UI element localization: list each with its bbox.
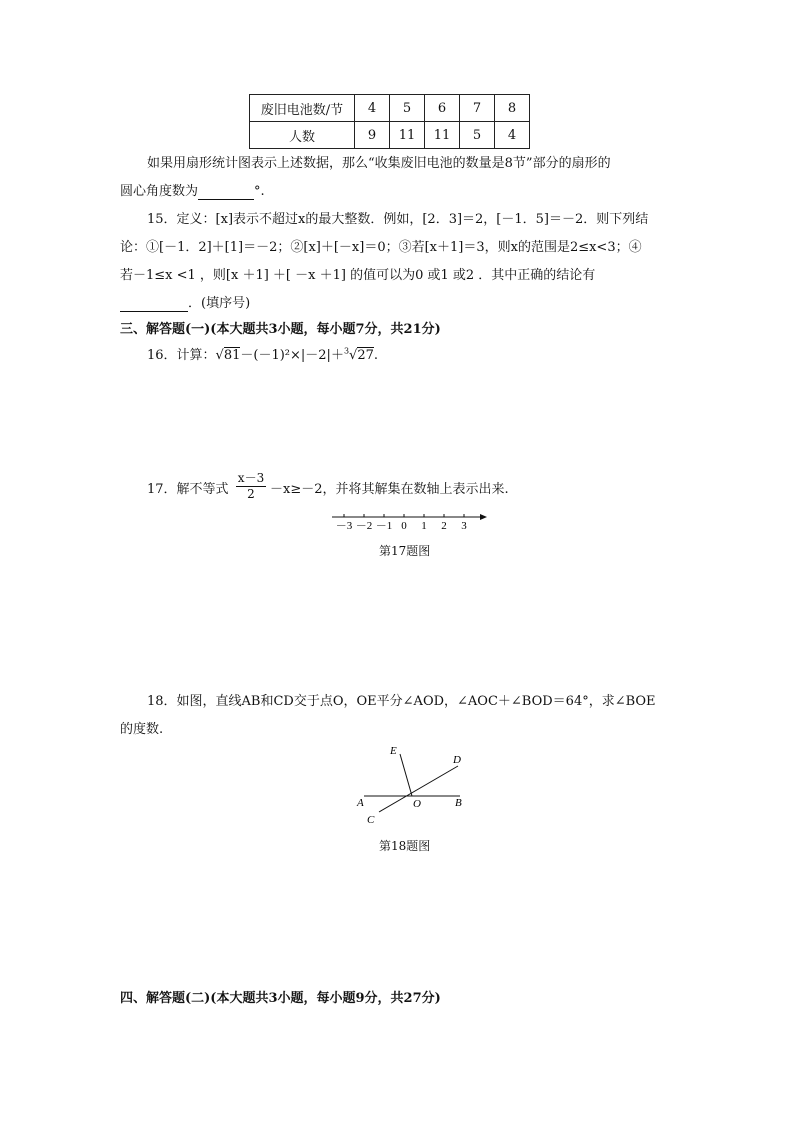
- ray-oe: [400, 754, 412, 796]
- q18-line1: 18．如图，直线AB和CD交于点O，OE平分∠AOD，∠AOC＋∠BOD＝64°，求∠BOE: [147, 694, 656, 709]
- number-line-tick-label: －3: [335, 520, 353, 532]
- answer-blank[interactable]: [120, 296, 188, 312]
- label-a: A: [357, 797, 364, 809]
- q15-line1: 15．定义：[x]表示不超过x的最大整数．例如，[2．3]＝2，[－1．5]＝－2．则下列结: [147, 212, 649, 227]
- q17-caption: 第17题图: [379, 544, 431, 558]
- sqrt-sign: √: [349, 348, 358, 363]
- label-b: B: [455, 797, 462, 809]
- number-line-tick-label: 3: [461, 520, 467, 532]
- section3-heading: 三、解答题(一)(本大题共3小题，每小题7分，共21分): [120, 322, 441, 337]
- q16-middle: －(－1)²×|－2|＋: [240, 348, 344, 363]
- table-header-cell: 废旧电池数/节: [250, 95, 355, 122]
- label-d: D: [453, 754, 461, 766]
- q15-line4: [120, 292, 250, 312]
- q15-line2: 论：①[－1．2]＋[1]＝－2；②[x]＋[－x]＝0；③若[x＋1]＝3，则x的范围是2≤x<3；④: [120, 240, 642, 255]
- table-row: [250, 95, 530, 122]
- battery-table: [249, 94, 530, 149]
- table-cell: 7: [460, 95, 495, 122]
- table-cell: 11: [425, 122, 460, 149]
- q17-rest: －x≥－2，并将其解集在数轴上表示出来.: [270, 482, 509, 497]
- table-row: [250, 122, 530, 149]
- label-c: C: [367, 814, 375, 826]
- q16-expression: [147, 344, 378, 363]
- number-line: [330, 506, 490, 532]
- number-line-tick-label: 0: [401, 520, 407, 532]
- number-line-arrow-icon: [480, 514, 487, 520]
- table-cell: 8: [495, 95, 530, 122]
- number-line-tick-label: 2: [441, 520, 447, 532]
- label-o: O: [413, 798, 421, 810]
- table-cell: 5: [460, 122, 495, 149]
- q14-line2-suffix: °.: [254, 184, 265, 199]
- q18-caption: 第18题图: [379, 839, 431, 853]
- table-header-cell: 人数: [250, 122, 355, 149]
- q16-prefix: 16．计算：: [147, 348, 216, 363]
- q14-line2-prefix: 圆心角度数为: [120, 184, 199, 199]
- section4-heading: 四、解答题(二)(本大题共3小题，每小题9分，共27分): [120, 991, 441, 1006]
- q14-line2: [120, 180, 265, 200]
- table-cell: 4: [355, 95, 390, 122]
- q17-denominator: 2: [247, 487, 255, 501]
- table-cell: 4: [495, 122, 530, 149]
- q16-end: .: [373, 348, 379, 363]
- table-cell: 11: [390, 122, 425, 149]
- answer-blank[interactable]: [198, 184, 254, 200]
- q17-prefix: 17．解不等式: [147, 482, 229, 497]
- label-e: E: [390, 745, 397, 757]
- q17-numerator: x－3: [237, 471, 265, 485]
- q16-radicand-27: 27: [357, 348, 374, 363]
- q15-line4-suffix: ．(填序号): [188, 296, 251, 311]
- q16-cbrt-index: 3: [343, 346, 350, 356]
- sqrt-sign: √: [215, 348, 224, 363]
- q14-line1: 如果用扇形统计图表示上述数据，那么“收集废旧电池的数量是8节”部分的扇形的: [147, 156, 611, 171]
- q15-line3: 若－1≤x <1 ，则[x ＋1] ＋[ －x ＋1] 的值可以为0 或1 或2 ．其中正确的结论有: [120, 268, 596, 283]
- number-line-tick-label: －1: [375, 520, 393, 532]
- number-line-tick-label: 1: [421, 520, 427, 532]
- table-cell: 6: [425, 95, 460, 122]
- angle-figure: [350, 740, 480, 832]
- q18-line2: 的度数.: [120, 722, 164, 737]
- table-cell: 5: [390, 95, 425, 122]
- table-cell: 9: [355, 122, 390, 149]
- q16-radicand-81: 81: [223, 348, 241, 363]
- number-line-tick-label: －2: [355, 520, 373, 532]
